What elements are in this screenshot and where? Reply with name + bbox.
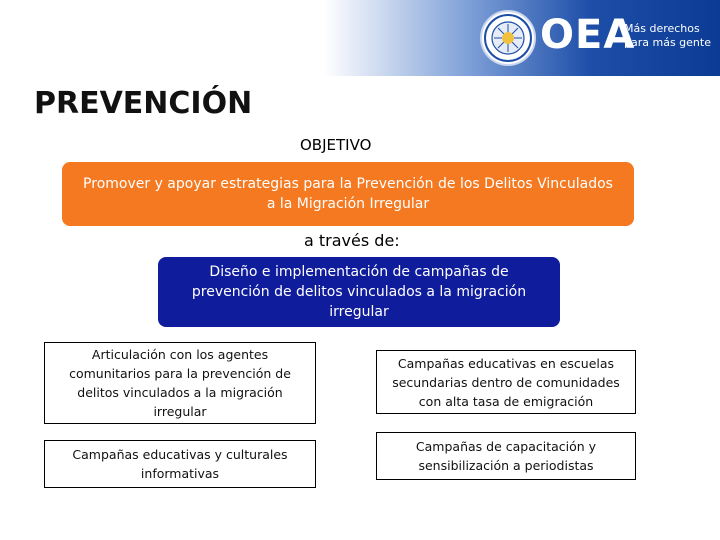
action-text: Campañas educativas en escuelas secundarias dentro de comunidades con alta tasa de emigración (392, 355, 620, 409)
oea-tagline: Más derechos para más gente (624, 22, 711, 49)
action-box (376, 432, 636, 480)
action-box (44, 342, 316, 424)
page-title: PREVENCIÓN (34, 86, 253, 121)
oea-logo-text: OEA (540, 12, 636, 58)
objetivo-text: Promover y apoyar estrategias para la Prevención de los Delitos Vinculados a la Migración Irregular (83, 176, 613, 212)
objetivo-box (62, 162, 634, 226)
oea-seal-icon (480, 10, 536, 66)
action-box (44, 440, 316, 488)
action-text: Articulación con los agentes comunitarios para la prevención de delitos vinculados a la migración irregular (69, 347, 291, 419)
header-band (0, 0, 720, 76)
main-action-box (158, 257, 560, 327)
action-text: Campañas educativas y culturales informativas (72, 447, 288, 481)
action-box (376, 350, 636, 414)
action-text: Campañas de capacitación y sensibilización a periodistas (415, 439, 597, 473)
traves-label: a través de: (304, 231, 400, 250)
main-action-text: Diseño e implementación de campañas de prevención de delitos vinculados a la migración irregular (191, 264, 527, 320)
objetivo-label: OBJETIVO (300, 136, 372, 154)
